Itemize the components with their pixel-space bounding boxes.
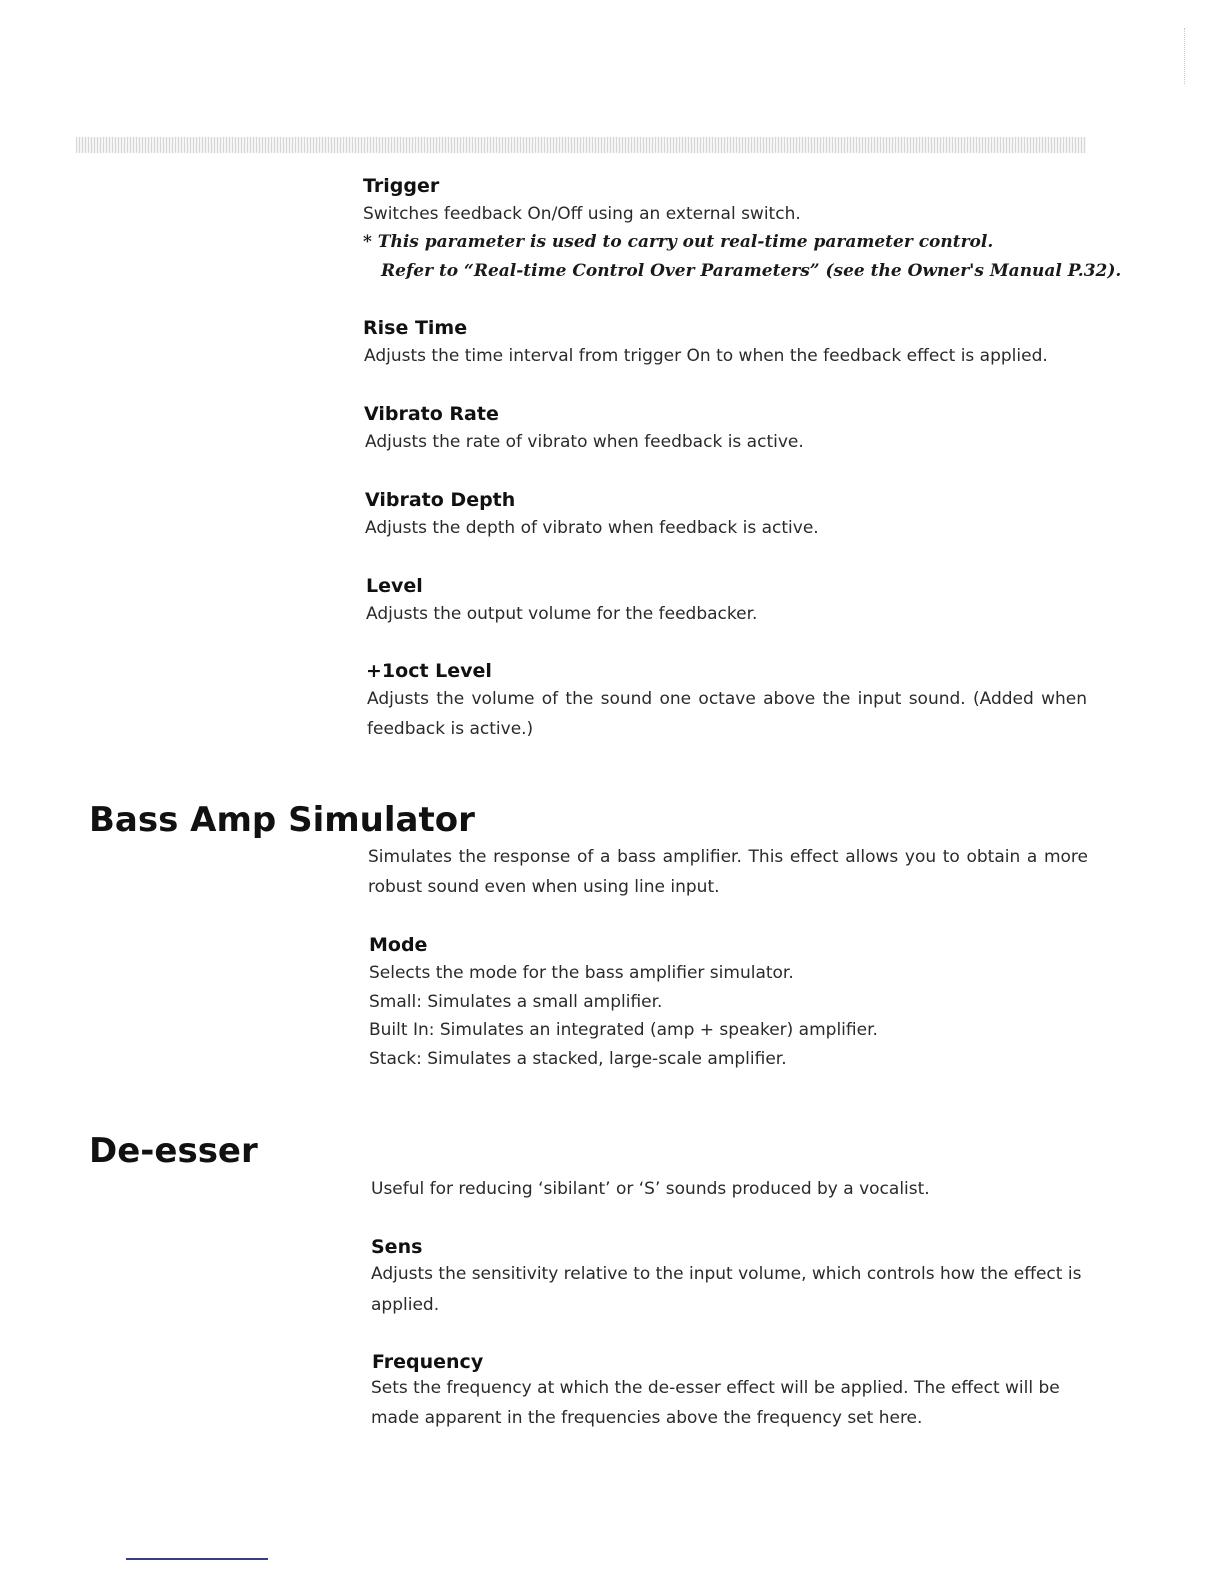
oct-level-description-line2: feedback is active.): [367, 719, 534, 739]
frequency-description-line2: made apparent in the frequencies above the frequency set here.: [371, 1408, 923, 1428]
vibrato-depth-heading: Vibrato Depth: [365, 489, 516, 511]
trigger-heading: Trigger: [363, 175, 440, 197]
rise-time-description: Adjusts the time interval from trigger On to when the feedback effect is applied.: [364, 346, 1048, 366]
level-heading: Level: [366, 575, 423, 597]
frequency-heading: Frequency: [372, 1351, 484, 1373]
rise-time-heading: Rise Time: [363, 317, 468, 339]
de-esser-title: De-esser: [89, 1131, 258, 1171]
trigger-note-line2: Refer to “Real-time Control Over Parameters” (see the Owner's Manual P.32).: [381, 261, 1122, 281]
oct-level-description-line1: Adjusts the volume of the sound one octave above the input sound. (Added when: [367, 689, 1087, 709]
trigger-description: Switches feedback On/Off using an external switch.: [363, 204, 801, 224]
mode-line-small: Small: Simulates a small amplifier.: [369, 992, 663, 1012]
bass-amp-intro-line2: robust sound even when using line input.: [368, 877, 720, 897]
level-description: Adjusts the output volume for the feedbacker.: [366, 604, 758, 624]
sens-heading: Sens: [371, 1236, 423, 1258]
bass-amp-intro-line1: Simulates the response of a bass amplifier. This effect allows you to obtain a more: [368, 847, 1088, 867]
mode-heading: Mode: [369, 934, 428, 956]
bass-amp-title: Bass Amp Simulator: [89, 800, 475, 840]
vibrato-rate-heading: Vibrato Rate: [364, 403, 499, 425]
header-band: [76, 137, 1086, 153]
vibrato-rate-description: Adjusts the rate of vibrato when feedback is active.: [365, 432, 804, 452]
sens-description-line1: Adjusts the sensitivity relative to the input volume, which controls how the effect is: [371, 1264, 1082, 1284]
mode-line-1: Selects the mode for the bass amplifier simulator.: [369, 963, 794, 983]
mode-line-stack: Stack: Simulates a stacked, large-scale amplifier.: [369, 1049, 787, 1069]
corner-registration-mark: [1178, 28, 1185, 84]
frequency-description-line1: Sets the frequency at which the de-esser effect will be applied. The effect will be: [371, 1378, 1060, 1398]
mode-line-built-in: Built In: Simulates an integrated (amp + speaker) amplifier.: [369, 1020, 878, 1040]
footer-rule: [126, 1558, 268, 1560]
vibrato-depth-description: Adjusts the depth of vibrato when feedback is active.: [365, 518, 819, 538]
sens-description-line2: applied.: [371, 1295, 440, 1315]
trigger-note-line1: * This parameter is used to carry out real-time parameter control.: [363, 232, 994, 252]
de-esser-intro: Useful for reducing ‘sibilant’ or ‘S’ sounds produced by a vocalist.: [371, 1179, 930, 1199]
oct-level-heading: +1oct Level: [366, 660, 492, 682]
